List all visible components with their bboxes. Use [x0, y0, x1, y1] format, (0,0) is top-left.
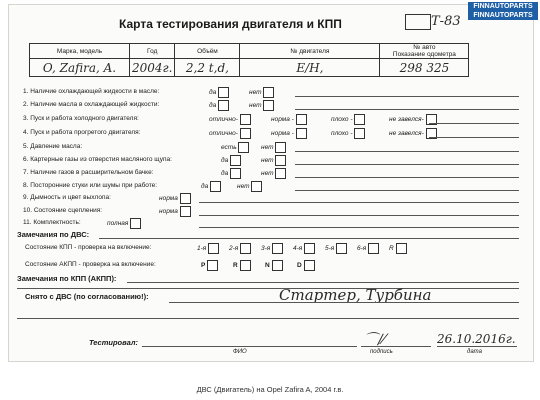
- kpp-remarks-line: [127, 282, 519, 283]
- checkbox[interactable]: [180, 206, 191, 217]
- checklist-option-label: норма -: [271, 130, 296, 138]
- removed-line: [169, 302, 519, 303]
- kpp-remarks-label: Замечания по КПП (АКПП):: [17, 274, 117, 283]
- year-label: Год: [130, 44, 175, 59]
- checklist-item-label: 11. Комплектность:: [23, 219, 81, 226]
- checklist-option-label: нет: [249, 102, 264, 110]
- engine-number-value: Е/Н,: [240, 59, 380, 77]
- checklist-option-label: плохо -: [331, 130, 355, 138]
- checklist-option: [221, 155, 241, 166]
- checklist-remark-line: [295, 151, 519, 152]
- checklist-option: [271, 128, 307, 139]
- checklist-option: [261, 142, 286, 153]
- engine-remarks-line: [99, 238, 519, 239]
- checklist-remark-line: [429, 123, 519, 124]
- akpp-gear-label: N: [265, 262, 272, 270]
- checkbox[interactable]: [230, 155, 241, 166]
- akpp-gear-checkbox[interactable]: [240, 260, 251, 271]
- removed-label: Снято с ДВС (по согласованию!):: [25, 292, 149, 301]
- test-card-sheet: [8, 4, 534, 362]
- stamp-text: Т-83: [431, 14, 461, 29]
- date-label: дата: [467, 349, 482, 355]
- checklist-option-label: да: [209, 89, 219, 97]
- akpp-gear-label: R: [233, 262, 240, 270]
- checklist-remark-line: [429, 137, 519, 138]
- kpp-label: Состояние КПП - проверка на включение:: [25, 244, 152, 251]
- checklist-item: [23, 156, 172, 163]
- checklist-item-label: 7. Наличие газов в расширительном бачке:: [23, 169, 154, 176]
- akpp-gear-label: D: [297, 262, 304, 270]
- checklist-option: [159, 206, 191, 217]
- checklist-option-label: не завелся-: [389, 130, 426, 138]
- engine-number-label: № двигателя: [240, 44, 380, 59]
- year-value: 2004г.: [130, 59, 175, 77]
- checklist-option: [261, 155, 286, 166]
- akpp-gear-checkbox[interactable]: [272, 260, 283, 271]
- checklist-option-label: да: [201, 183, 211, 191]
- checkbox[interactable]: [263, 87, 274, 98]
- model-value: O, Zafira, A.: [30, 59, 130, 77]
- checklist-remark-line: [199, 202, 519, 203]
- checklist-option: [209, 100, 229, 111]
- checklist-item: [23, 207, 102, 214]
- checklist-item-label: 3. Пуск и работа холодного двигателя:: [23, 115, 139, 122]
- photo-caption: ДВС (Двигатель) на Opel Zafira A, 2004 г.в.: [196, 385, 344, 394]
- kpp-gear: [293, 243, 315, 254]
- checklist-option-label: есть: [221, 144, 239, 152]
- kpp-gear-checkbox[interactable]: [368, 243, 379, 254]
- checkbox[interactable]: [263, 100, 274, 111]
- tested-label: Тестировал:: [89, 338, 138, 347]
- akpp-gear-checkbox[interactable]: [207, 260, 218, 271]
- checkbox[interactable]: [354, 114, 365, 125]
- checklist-item: [23, 194, 111, 201]
- checklist-option-label: нет: [249, 89, 264, 97]
- checklist-item: [23, 143, 82, 150]
- date-value: 26.10.2016г.: [437, 332, 516, 346]
- stamp-box: [405, 14, 431, 30]
- akpp-gear: [233, 260, 251, 271]
- checklist-item: [23, 88, 159, 95]
- signature-label: подпись: [370, 349, 393, 355]
- kpp-gear-checkbox[interactable]: [240, 243, 251, 254]
- checklist-option: [209, 128, 251, 139]
- fio-label: ФИО: [233, 349, 247, 355]
- checklist-option-label: нет: [261, 144, 276, 152]
- checklist-option: [237, 181, 262, 192]
- checklist-option: [221, 168, 241, 179]
- checklist-option-label: полная: [107, 220, 131, 228]
- checklist-option-label: отлично-: [209, 130, 240, 138]
- kpp-gear-label: 2-я: [229, 245, 241, 253]
- checkbox[interactable]: [130, 218, 141, 229]
- checklist-option: [249, 87, 274, 98]
- checklist-option-label: да: [221, 170, 231, 178]
- checklist-option: [261, 168, 286, 179]
- checkbox[interactable]: [210, 181, 221, 192]
- checkbox[interactable]: [296, 114, 307, 125]
- vehicle-header-table: [29, 43, 469, 77]
- checklist-item: [23, 219, 81, 226]
- akpp-gear: [265, 260, 283, 271]
- checklist-option: [271, 114, 307, 125]
- watermark-line-2: FINNAUTOPARTS: [473, 12, 533, 19]
- checklist-option: [209, 87, 229, 98]
- kpp-gear: [197, 243, 219, 254]
- removed-line-2: [17, 318, 519, 319]
- kpp-gear: [229, 243, 251, 254]
- kpp-gear-label: 4-я: [293, 245, 305, 253]
- kpp-gear-label: 1-я: [197, 245, 209, 253]
- checklist-remark-line: [295, 164, 519, 165]
- removed-value: Стартер, Турбина: [279, 286, 432, 304]
- checkbox[interactable]: [275, 155, 286, 166]
- checklist-remark-line: [199, 215, 519, 216]
- checkbox[interactable]: [275, 168, 286, 179]
- checklist-remark-line: [295, 109, 519, 110]
- checkbox[interactable]: [230, 168, 241, 179]
- checklist-option: [159, 193, 191, 204]
- volume-label: Объём: [175, 44, 240, 59]
- checkbox[interactable]: [251, 181, 262, 192]
- odometer-label: [380, 44, 469, 59]
- checklist-item: [23, 182, 157, 189]
- checklist-option: [107, 218, 141, 229]
- checklist-option: [331, 114, 365, 125]
- checklist-remark-line: [295, 96, 519, 97]
- checklist-item-label: 5. Давление масла:: [23, 143, 83, 150]
- akpp-gear-label: P: [201, 262, 208, 270]
- odometer-value: 298 325: [380, 59, 469, 77]
- signature-mark: ⌒∕⁄: [364, 332, 386, 348]
- checkbox[interactable]: [275, 142, 286, 153]
- checkbox[interactable]: [180, 193, 191, 204]
- checkbox[interactable]: [238, 142, 249, 153]
- checklist-option: [209, 114, 251, 125]
- kpp-remarks-line-2: [17, 288, 519, 289]
- fio-line: [142, 346, 357, 347]
- watermark-logo: [468, 2, 538, 20]
- engine-remarks-label: Замечания по ДВС:: [17, 230, 90, 239]
- kpp-gear-label: 3-я: [261, 245, 273, 253]
- checklist-item-label: 8. Посторонние стуки или шумы при работе:: [23, 182, 158, 189]
- checklist-item-label: 6. Картерные газы из отверстия масляного щупа:: [23, 156, 172, 163]
- checklist-item-label: 2. Наличие масла в охлаждающей жидкости:: [23, 101, 160, 108]
- date-line: [437, 346, 517, 347]
- checklist-option: [201, 181, 221, 192]
- checklist-option: [221, 142, 249, 153]
- kpp-gear-checkbox[interactable]: [396, 243, 407, 254]
- kpp-gear-checkbox[interactable]: [272, 243, 283, 254]
- volume-value: 2,2 t,d,: [175, 59, 240, 77]
- kpp-gear-checkbox[interactable]: [336, 243, 347, 254]
- checklist-item-label: 1. Наличие охлаждающей жидкости в масле:: [23, 88, 160, 95]
- kpp-gear: [389, 243, 407, 254]
- kpp-gear-checkbox[interactable]: [208, 243, 219, 254]
- checklist-option: [331, 128, 365, 139]
- checkbox[interactable]: [240, 128, 251, 139]
- checklist-option-label: отлично-: [209, 116, 240, 124]
- kpp-row: [25, 244, 151, 251]
- checklist-item: [23, 115, 139, 122]
- checklist-item-label: 10. Состояние сцепления:: [23, 207, 103, 214]
- odometer-reading-label: Показание одометра: [392, 51, 456, 58]
- checklist-remark-line: [199, 227, 519, 228]
- watermark-line-1: FINNAUTOPARTS: [473, 3, 533, 10]
- kpp-gear-checkbox[interactable]: [304, 243, 315, 254]
- checkbox[interactable]: [240, 114, 251, 125]
- kpp-gear: [357, 243, 379, 254]
- kpp-gear-label: 6-я: [357, 245, 369, 253]
- akpp-gear-checkbox[interactable]: [304, 260, 315, 271]
- checklist-option-label: нет: [237, 183, 252, 191]
- checklist-option-label: норма -: [271, 116, 296, 124]
- checklist-option-label: норма: [159, 208, 180, 216]
- checklist-item: [23, 169, 154, 176]
- card-title: Карта тестирования двигателя и КПП: [119, 17, 342, 31]
- checklist-option-label: да: [221, 157, 231, 165]
- checklist-option-label: да: [209, 102, 219, 110]
- checklist-item-label: 4. Пуск и работа прогретого двигателя:: [23, 129, 141, 136]
- checkbox[interactable]: [218, 100, 229, 111]
- kpp-gear: [325, 243, 347, 254]
- checklist-item-label: 9. Дымность и цвет выхлопа:: [23, 194, 111, 201]
- checklist-option-label: не завелся-: [389, 116, 426, 124]
- akpp-row: [25, 261, 156, 268]
- kpp-gear-label: 5-я: [325, 245, 337, 253]
- checklist-item: [23, 129, 140, 136]
- checkbox[interactable]: [218, 87, 229, 98]
- akpp-gear: [297, 260, 315, 271]
- checklist-option-label: нет: [261, 157, 276, 165]
- kpp-gear-label: R: [389, 245, 396, 253]
- checklist-option: [249, 100, 274, 111]
- checkbox[interactable]: [354, 128, 365, 139]
- kpp-gear: [261, 243, 283, 254]
- checkbox[interactable]: [296, 128, 307, 139]
- checklist-item: [23, 101, 159, 108]
- checklist-remark-line: [295, 177, 519, 178]
- auto-number-label: № авто: [413, 44, 436, 51]
- akpp-gear: [201, 260, 218, 271]
- akpp-label: Состояние АКПП - проверка на включение:: [25, 261, 156, 268]
- model-label: Марка, модель: [30, 44, 130, 59]
- checklist-option-label: плохо -: [331, 116, 355, 124]
- checklist-remark-line: [295, 190, 519, 191]
- checklist-option-label: норма: [159, 195, 180, 203]
- checklist-option-label: нет: [261, 170, 276, 178]
